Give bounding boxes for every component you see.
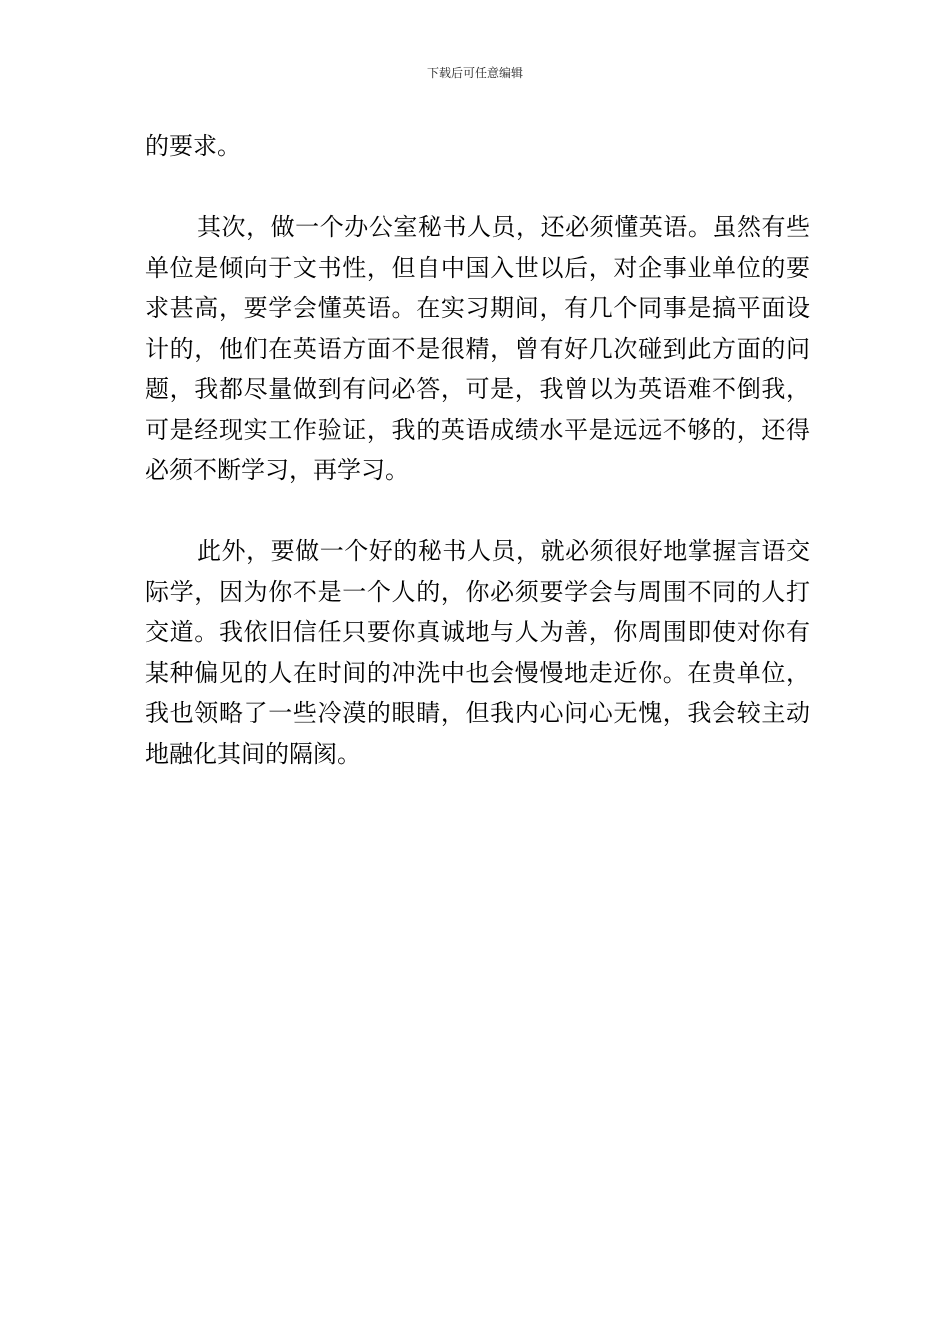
paragraph-gap — [145, 491, 810, 532]
document-body — [145, 126, 810, 774]
paragraph-gap — [145, 167, 810, 208]
page-header: 下载后可任意编辑 — [426, 66, 523, 80]
paragraph-continuation: 的要求。 — [145, 132, 241, 160]
paragraph-communication-skills: 此外，要做一个好的秘书人员，就必须很好地掌握言语交际学，因为你不是一个人的，你必须要学会与周围不同的人打交道。我依旧信任只要你真诚地与人为善，你周围即使对你有某种偏见的人在时间的冲洗中也会慢慢地走近你。在贵单位，我也领略了一些冷漠的眼睛，但我内心问心无愧，我会较主动地融化其间的隔阂。 — [145, 537, 810, 768]
paragraph-english-skills: 其次，做一个办公室秘书人员，还必须懂英语。虽然有些单位是倾向于文书性，但自中国入世以后，对企事业单位的要求甚高，要学会懂英语。在实习期间，有几个同事是搞平面设计的，他们在英语方面不是很精，曾有好几次碰到此方面的问题，我都尽量做到有问必答，可是，我曾以为英语难不倒我，可是经现实工作验证，我的英语成绩水平是远远不够的，还得必须不断学习，再学习。 — [145, 213, 810, 484]
